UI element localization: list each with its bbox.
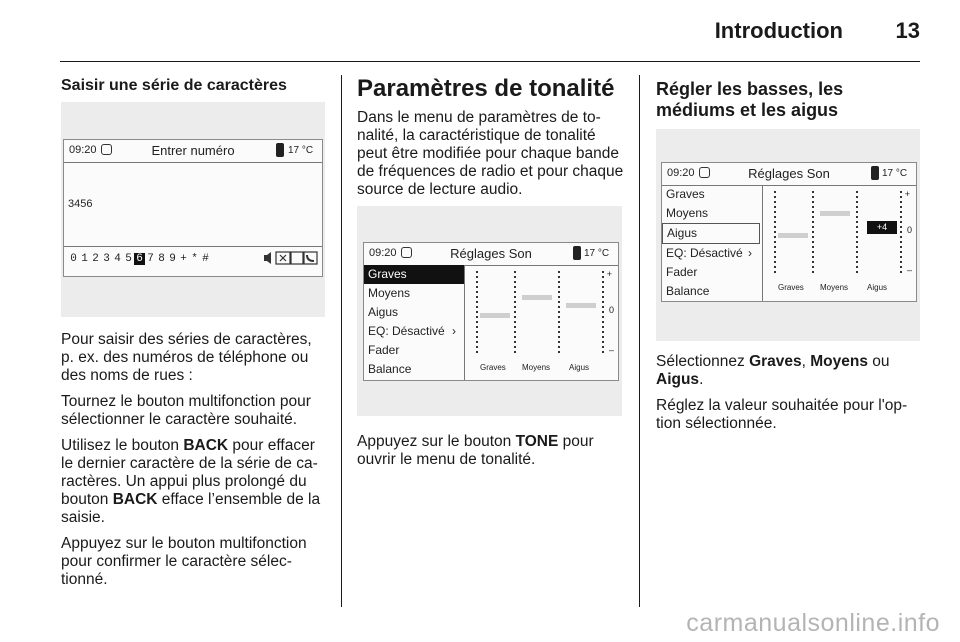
speaker-icon [264,252,271,264]
figure-tone-menu [357,206,622,416]
screen-title: Réglages Son [450,246,532,261]
thermometer-icon [573,246,581,260]
column-2-caption [357,433,629,469]
menu-item-balance[interactable]: Balance [368,362,412,376]
figure-entry-screen [61,102,325,317]
eq-label-aigus: Aigus [569,363,590,372]
eq-zero-label: 0 [608,305,614,315]
char-key[interactable]: 1 [81,253,88,265]
char-key[interactable]: # [202,253,209,265]
menu-item-graves[interactable]: Graves [364,265,464,284]
equalizer-panel [762,185,916,301]
eq-plus-label: + [904,189,910,199]
menu-item-moyens[interactable]: Moyens [666,206,709,220]
char-key[interactable]: 8 [158,253,165,265]
screen-status-bar [64,140,322,163]
section-heading: Paramètres de tonalité [357,75,615,102]
eq-value-badge: +4 [867,221,897,234]
menu-item-fader[interactable]: Fader [666,265,698,279]
page-number: 13 [895,18,920,43]
number-input-value[interactable]: 3456 [68,198,93,210]
tone-menu [364,265,465,380]
character-selector[interactable] [68,253,211,265]
paragraph-tone: Appuyez sur le bouton TONE pour ouvrir le menu de tonalité. [357,433,594,468]
screen-action-icons [264,251,318,265]
char-key[interactable]: 7 [147,253,154,265]
eq-label-moyens: Moyens [820,283,849,292]
header-rule [60,61,920,62]
char-key[interactable]: 2 [92,253,99,265]
eq-slider-track [476,271,478,353]
column-3-text [656,353,922,441]
backspace-icon [276,252,290,264]
eq-slider-track [558,271,560,353]
screen-title: Entrer numéro [151,143,235,158]
eq-plus-label: + [606,269,612,279]
screen-tone-adjust [661,162,917,302]
char-key[interactable]: 6 [134,253,145,265]
eq-slider-track [900,191,902,273]
eq-slider-track [774,191,776,273]
paragraph: Appuyez sur le bouton multifonction pour confirmer le caractère sélec-tionné. [61,535,307,588]
screen-status-bar [662,163,916,186]
eq-level-marker [778,233,808,238]
column-1 [61,76,327,95]
menu-item-moyens[interactable]: Moyens [368,286,411,300]
menu-item-eq[interactable]: EQ: Désactivé › [662,244,762,263]
eq-level-marker [522,295,552,300]
column-1-text [61,331,327,597]
section-heading: Régler les basses, les médiums et les aigus [656,79,844,120]
screen-status-bar [364,243,618,266]
eq-minus-label: – [608,345,614,355]
column-3 [656,79,922,121]
menu-item-fader[interactable]: Fader [368,343,400,357]
char-key[interactable]: 4 [114,253,121,265]
page-header-title: Introduction [714,18,843,43]
paragraph: Tournez le bouton multifonction pour sélectionner le caractère souhaité. [61,393,311,428]
paragraph-back: Utilisez le bouton BACK pour effacer le dernier caractère de la série de ca-ractères. Un appui plus prolongé du bouton BACK efface l’ensemble de la saisie. [61,437,321,526]
menu-item-balance[interactable]: Balance [666,284,710,298]
screen-title: Réglages Son [748,166,830,181]
chevron-right-icon: › [748,246,752,260]
screen-tone [363,242,619,381]
back-button-label: BACK [112,491,158,508]
char-key[interactable]: * [191,253,198,265]
char-key[interactable]: 3 [103,253,110,265]
paragraph-select: Sélectionnez Graves, Moyens ou Aigus. [656,353,890,388]
back-button-label: BACK [183,437,229,454]
eq-zero-label: 0 [906,225,912,235]
column-2 [357,76,629,207]
char-key[interactable]: 9 [169,253,176,265]
eq-label-aigus: Aigus [867,283,888,292]
eq-slider-track [514,271,516,353]
screen-temperature: 17 °C [584,248,610,259]
eq-level-marker [566,303,596,308]
screen-time: 09:20 [369,247,397,259]
watermark: carmanualsonline.info [686,609,940,637]
eq-slider-track [856,191,858,273]
eq-level-marker [820,211,850,216]
phone-icon [304,252,317,264]
menu-item-graves[interactable]: Graves [666,187,705,201]
paragraph: Dans le menu de paramètres de to-nalité, la caractéristique de tonalité peut être modifiée pour chaque bande de fréquences de radio et pour chaque source de lecture audio. [357,109,624,198]
paragraph: Réglez la valeur souhaitée pour l'op-tion sélectionnée. [656,397,908,432]
tone-menu [662,185,763,301]
eq-label-graves: Graves [480,363,506,372]
column-separator [639,75,640,607]
menu-item-aigus[interactable]: Aigus [368,305,399,319]
screen-temperature: 17 °C [288,145,314,156]
paragraph: Pour saisir des séries de caractères, p. ex. des numéros de téléphone ou des noms de rues : [61,331,312,384]
eq-label-moyens: Moyens [522,363,551,372]
eq-label-graves: Graves [778,283,804,292]
char-row-divider [64,246,322,247]
thermometer-icon [871,166,879,180]
menu-item-aigus[interactable]: Aigus [662,223,760,244]
eq-minus-label: – [906,265,912,275]
chevron-right-icon: › [452,324,456,338]
screen-time: 09:20 [69,144,97,156]
section-heading: Saisir une série de caractères [61,77,287,94]
char-key[interactable]: 5 [125,253,132,265]
screen-temperature: 17 °C [882,168,908,179]
eq-level-marker [480,313,510,318]
equalizer-panel [464,265,618,380]
screen-time: 09:20 [667,167,695,179]
char-key[interactable]: 0 [70,253,77,265]
char-key[interactable]: + [180,253,187,265]
eq-slider-track [812,191,814,273]
thermometer-icon [276,143,284,157]
figure-bass-mid-treble [656,129,920,341]
column-separator [341,75,342,607]
menu-item-eq[interactable]: EQ: Désactivé › [364,322,464,341]
eq-slider-track [602,271,604,353]
tone-button-label: TONE [515,433,559,450]
keyboard-icon [291,252,303,264]
screen-entry [63,139,323,277]
